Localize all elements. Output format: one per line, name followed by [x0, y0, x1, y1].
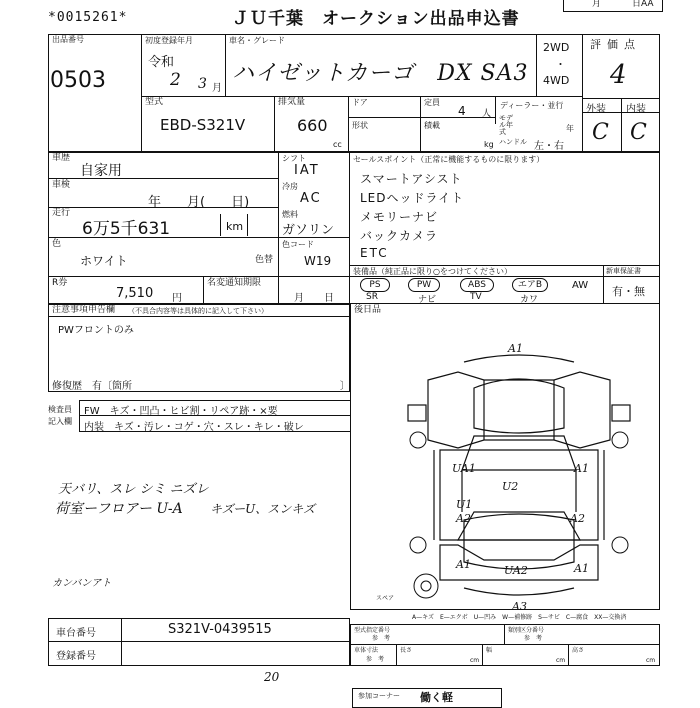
- registration-era: 令和: [148, 55, 175, 70]
- equipment-navi: ナビ: [418, 295, 437, 305]
- drive-4wd: 4WD: [543, 74, 570, 87]
- divider: [621, 98, 622, 152]
- date-day: 日AA: [632, 0, 654, 9]
- inspector-row-2: 内装 キズ・汚レ・コゲ・穴・スレ・キレ・破レ: [84, 422, 304, 433]
- mark-a1-right: A1: [574, 462, 589, 475]
- equipment-pw: PW: [408, 278, 440, 292]
- dealer-label: ディーラー・並行: [500, 101, 564, 110]
- mark-a1-rear-left: A1: [456, 558, 471, 571]
- divider: [203, 276, 204, 304]
- model-label: 型式: [145, 97, 164, 107]
- handle-label: ハンドル: [499, 138, 527, 146]
- warranty-value: 有・無: [612, 285, 645, 298]
- handwritten-line-2: 荷室ーフロアー U-A: [55, 501, 183, 517]
- divider: [48, 276, 660, 277]
- drive-2wd: 2WD: [543, 41, 570, 54]
- exterior-label: 外装: [586, 104, 606, 115]
- model-cert-ref: 参 考: [372, 635, 391, 642]
- interior-grade: C: [630, 120, 647, 145]
- vehicle-name-label: 車名・グレード: [229, 36, 285, 45]
- color-code-value: W19: [304, 254, 332, 268]
- equipment-airbag: エアB: [512, 278, 548, 292]
- recycle-unit: 円: [172, 293, 182, 304]
- size-label: 車体寸法: [354, 647, 379, 654]
- equipment-aw: AW: [572, 280, 589, 291]
- capacity-value: 4: [458, 104, 466, 118]
- divider: [141, 96, 582, 97]
- drive-dot: ・: [555, 58, 566, 71]
- divider: [568, 644, 569, 666]
- footer-number: 20: [264, 670, 280, 684]
- divider: [504, 624, 505, 644]
- lot-number: 0503: [50, 68, 106, 93]
- width-unit: cm: [556, 657, 566, 664]
- fuel-value: ガソリン: [282, 223, 335, 238]
- inspection-label: 車検: [52, 180, 71, 190]
- repair-label: 修復歴 有〔箇所: [52, 381, 132, 392]
- registration-number-label: 登録番号: [56, 651, 96, 662]
- divider: [225, 34, 226, 96]
- divider: [482, 644, 483, 666]
- load-label: 積載: [424, 121, 440, 130]
- inspector-label-b: 記入欄: [48, 417, 72, 426]
- height-label: 高さ: [572, 647, 585, 654]
- chassis-value: S321V-0439515: [168, 622, 272, 637]
- score-label: 評価点: [590, 38, 641, 51]
- displacement-unit: cc: [333, 140, 342, 149]
- divider: [348, 96, 349, 152]
- mark-u2-roof: U2: [502, 480, 519, 493]
- warranty-label: 新車保証書: [606, 267, 641, 275]
- lot-label: 出品番号: [52, 35, 84, 44]
- vehicle-name: ハイゼットカーゴ DX SA3: [232, 61, 529, 86]
- barcode-number: *0015261*: [48, 10, 128, 25]
- divider: [348, 117, 495, 118]
- spare-label: スペア: [376, 595, 395, 602]
- registration-month-unit: 月: [212, 83, 222, 94]
- divider: [274, 96, 275, 152]
- mileage-value: 6万5千631: [82, 219, 171, 239]
- recycle-value: 7,510: [116, 286, 154, 301]
- divider: [48, 641, 350, 642]
- displacement-value: 660: [297, 116, 328, 135]
- divider: [420, 96, 421, 152]
- shift-label: シフト: [282, 154, 306, 163]
- notes-text: PWフロントのみ: [58, 325, 134, 336]
- mark-a1-front: A1: [508, 342, 523, 355]
- registration-label: 初度登録年月: [145, 36, 193, 45]
- door-label: ドア: [352, 98, 368, 107]
- date-month: 月: [592, 0, 602, 9]
- displacement-label: 排気量: [278, 97, 306, 107]
- shift-value: IAT: [294, 163, 320, 178]
- color-value: ホワイト: [80, 254, 128, 268]
- mark-a3-rear: A3: [512, 600, 527, 613]
- year-unit: 年: [566, 124, 574, 133]
- form-title: ＪＵ千葉 オークション出品申込書: [232, 9, 520, 29]
- model-year-label: モデル年式: [499, 114, 513, 136]
- divider: [603, 265, 604, 304]
- mark-a1-rear-right: A1: [574, 562, 589, 575]
- mileage-label: 走行: [52, 208, 71, 218]
- divider: [536, 34, 537, 96]
- ac-value: AC: [300, 191, 322, 206]
- handwritten-line-1: 天バリ、スレ シミ ニズレ: [58, 482, 209, 497]
- category-value: 自家用: [80, 163, 122, 179]
- divider: [349, 265, 660, 266]
- mark-a2-left: A2: [456, 512, 471, 525]
- inspector-label-a: 検査員: [48, 405, 72, 414]
- selling-point-2: LEDヘッドライト: [360, 191, 465, 205]
- repair-close: 〕: [340, 381, 350, 392]
- fuel-label: 燃料: [282, 210, 298, 219]
- class-ref: 参 考: [524, 635, 543, 642]
- equipment-ps: PS: [360, 278, 390, 292]
- color-label: 色: [52, 239, 62, 249]
- handle-value: 左・右: [534, 141, 564, 152]
- divider: [278, 152, 279, 304]
- notice-label: 名変通知期限: [207, 278, 262, 288]
- recycle-label: R券: [52, 278, 68, 288]
- load-unit: kg: [484, 140, 494, 149]
- mark-u1-left: U1: [456, 498, 473, 511]
- selling-points-label: セールスポイント（正常に機能するものに限ります）: [353, 155, 545, 164]
- handwritten-line-4: カンバンアト: [52, 578, 112, 589]
- selling-point-1: スマートアシスト: [360, 172, 463, 186]
- car-diagram: [404, 340, 634, 600]
- ac-label: 冷房: [282, 182, 298, 191]
- selling-point-4: バックカメラ: [360, 229, 439, 243]
- model-cert-label: 型式指定番号: [354, 627, 391, 634]
- mark-ua2-rear: UA2: [504, 564, 528, 577]
- divider: [495, 96, 496, 124]
- rear-seat-label: 後日品: [354, 305, 382, 315]
- divider: [582, 34, 583, 152]
- interior-label: 内装: [626, 104, 646, 115]
- category-label: 車歴: [52, 153, 71, 163]
- mileage-unit: km: [226, 220, 244, 233]
- notes-sub-label: （不具合内容等は具体的に記入して下さい）: [128, 307, 268, 315]
- chassis-label: 車台番号: [56, 628, 96, 639]
- equipment-sr: SR: [366, 292, 378, 302]
- mark-ua1-left: UA1: [452, 462, 476, 475]
- score-value: 4: [610, 60, 627, 90]
- width-label: 幅: [486, 647, 493, 654]
- equipment-label: 装備品（純正品に限り○をつけてください）: [353, 267, 512, 276]
- length-label: 長さ: [400, 647, 413, 654]
- length-unit: cm: [470, 657, 480, 664]
- shape-label: 形状: [352, 121, 368, 130]
- corner-stamp-value: 働く軽: [420, 691, 453, 704]
- divider: [121, 618, 122, 666]
- equipment-leather: カワ: [520, 295, 539, 305]
- divider: [48, 316, 350, 317]
- registration-year: 2: [170, 70, 181, 90]
- notes-label: 注意事項申告欄: [52, 305, 116, 315]
- color-code-label: 色コード: [282, 240, 314, 249]
- handwritten-line-3: キズーU、スンキズ: [210, 502, 316, 516]
- equipment-tv: TV: [470, 292, 482, 302]
- exterior-grade: C: [592, 120, 609, 145]
- equipment-abs: ABS: [460, 278, 494, 292]
- registration-month: 3: [198, 76, 207, 92]
- notice-value: 月 日: [294, 293, 334, 304]
- divider: [396, 644, 397, 666]
- color-type-label: 色替: [255, 255, 274, 265]
- inspector-row-1: FW キズ・凹凸・ヒビ割・リペア跡・×要: [84, 406, 278, 417]
- divider: [141, 34, 142, 152]
- selling-point-3: メモリーナビ: [360, 210, 439, 224]
- divider: [349, 152, 350, 304]
- corner-stamp-label: 参加コーナー: [358, 692, 400, 700]
- height-unit: cm: [646, 657, 656, 664]
- class-label: 類別区分番号: [508, 627, 545, 634]
- capacity-unit: 人: [482, 109, 492, 119]
- model-value: EBD-S321V: [160, 116, 246, 134]
- selling-point-5: ETC: [360, 246, 389, 260]
- inspection-value: 年 月( 日): [148, 195, 250, 210]
- damage-legend: A—キズ E—エクボ U—凹み W—補修跡 S—サビ C—腐食 XX—交換済: [412, 614, 627, 621]
- capacity-label: 定員: [424, 98, 440, 107]
- size-ref: 参 考: [366, 656, 385, 663]
- mark-a2-right: A2: [570, 512, 585, 525]
